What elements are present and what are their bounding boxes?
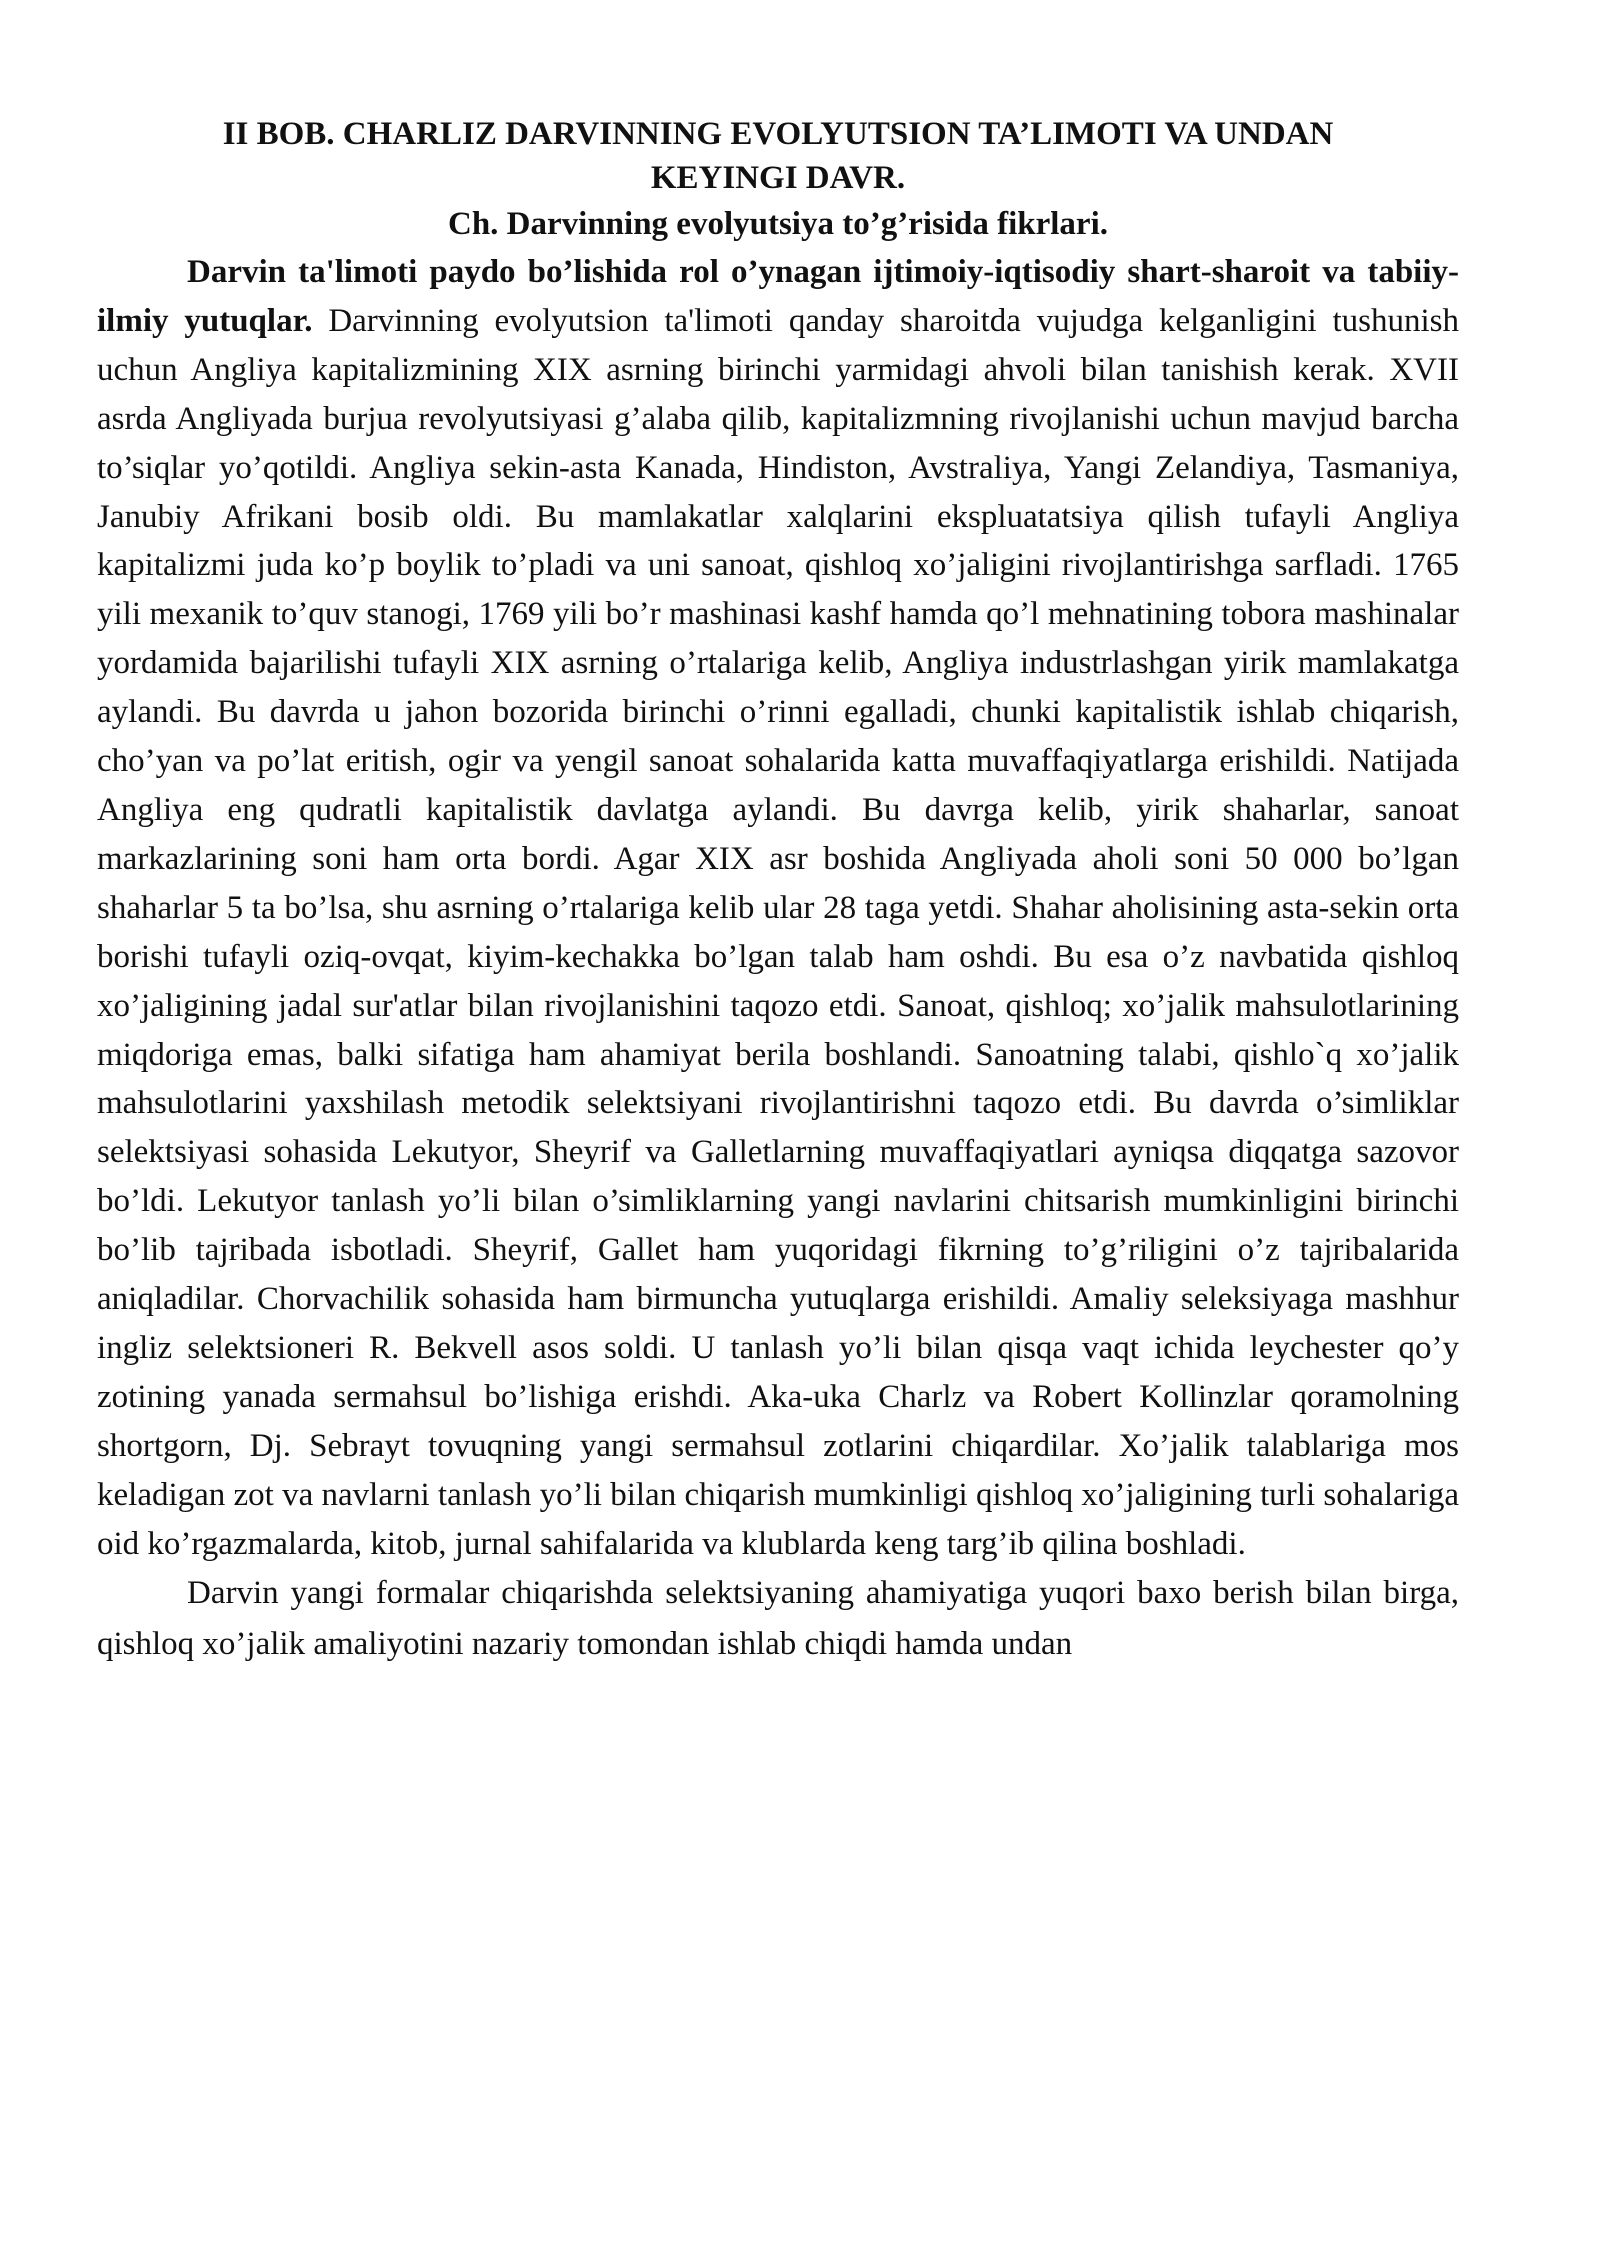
document-page [97,112,1459,1669]
section-title: Ch. Darvinning evolyutsiya to’g’risida fikrlari. [447,206,1109,242]
paragraph-2: Darvin yangi formalar chiqarishda selektsiyaning ahamiyatiga yuqori baxo berish bilan birga, qishloq xo’jalik amaliyotini nazariy tomondan ishlab chiqdi hamda undan [97,1575,1459,1662]
paragraph-1-lead: Darvin ta'limoti paydo bo’lishida rol o’ynagan ijtimoiy-iqtisodiy shart-sharoit va tabiiy-ilmiy yutuqlar. [97,254,1459,339]
chapter-title-line1: II BOB. CHARLIZ DARVINNING EVOLYUTSION TA’LIMOTI VA UNDAN [222,116,1334,152]
paragraph-1-body: Darvinning evolyutsion ta'limoti qanday sharoitda vujudga kelganligini tushunish uchun Angliya kapitalizmining XIX asrning birinchi yarmidagi ahvoli bilan tanishish kerak. XVII asrda Angliyada burjua revolyutsiyasi g’alaba qilib, kapitalizmning rivojlanishi uchun mavjud barcha to’siqlar yo’qotildi. Angliya sekin-asta Kanada, Hindiston, Avstraliya, Yangi Zelandiya, Tasmaniya, Janubiy Afrikani bosib oldi. Bu mamlakatlar xalqlarini ekspluatatsiya qilish tufayli Angliya kapitalizmi juda ko’p boylik to’pladi va uni sanoat, qishloq xo’jaligini rivojlantirishga sarfladi. 1765 yili mexanik to’quv stanogi, 1769 yili bo’r mashinasi kashf hamda qo’l mehnatining tobora mashinalar yordamida bajarilishi tufayli XIX asrning o’rtalariga kelib, Angliya industrlashgan yirik mamlakatga aylandi. Bu davrda u jahon bozorida birinchi o’rinni egalladi, chunki kapitalistik ishlab chiqarish, cho’yan va po’lat eritish, ogir va yengil sanoat sohalarida katta muvaffaqiyatlarga erishildi. Natijada Angliya eng qudratli kapitalistik davlatga aylandi. Bu davrga kelib, yirik shaharlar, sanoat markazlarining soni ham orta bordi. Agar XIX asr boshida Angliyada aholi soni 50 000 bo’lgan shaharlar 5 ta bo’lsa, shu asrning o’rtalariga kelib ular 28 taga yetdi. Shahar aholisining asta-sekin orta borishi tufayli oziq-ovqat, kiyim-kechakka bo’lgan talab ham oshdi. Bu esa o’z navbatida qishloq xo’jaligining jadal sur'atlar bilan rivojlanishini taqozo etdi. Sanoat, qishloq; xo’jalik mahsulotlarining miqdoriga emas, balki sifatiga ham ahamiyat berila boshlandi. Sanoatning talabi, qishlo`q xo’jalik mahsulotlarini yaxshilash metodik selektsiyani rivojlantirishni taqozo etdi. Bu davrda o’simliklar selektsiyasi sohasida Lekutyor, Sheyrif va Galletlarning muvaffaqiyatlari ayniqsa diqqatga sazovor bo’ldi. Lekutyor tanlash yo’li bilan o’simliklarning yangi navlarini chitsarish mumkinligini birinchi bo’lib tajribada isbotladi. Sheyrif, Gallet ham yuqoridagi fikrning to’g’riligini o’z tajribalarida aniqladilar. Chorvachilik sohasida ham birmuncha yutuqlarga erishildi. Amaliy seleksiyaga mashhur ingliz selektsioneri R. Bekvell asos soldi. U tanlash yo’li bilan qisqa vaqt ichida leychester qo’y zotining yanada sermahsul bo’lishiga erishdi. Aka-uka Charlz va Robert Kollinzlar qoramolning shortgorn, Dj. Sebrayt tovuqning yangi sermahsul zotlarini chiqardilar. Xo’jalik talablariga mos keladigan zot va navlarni tanlash yo’li bilan chiqarish mumkinligi qishloq xo’jaligining turli sohalariga oid ko’rgazmalarda, kitob, jurnal sahifalarida va klublarda keng targ’ib qilina boshladi. [97,302,1460,1562]
paragraph-1 [97,248,1459,1568]
chapter-title [97,112,1459,200]
chapter-title-line2: KEYINGI DAVR. [650,160,906,196]
